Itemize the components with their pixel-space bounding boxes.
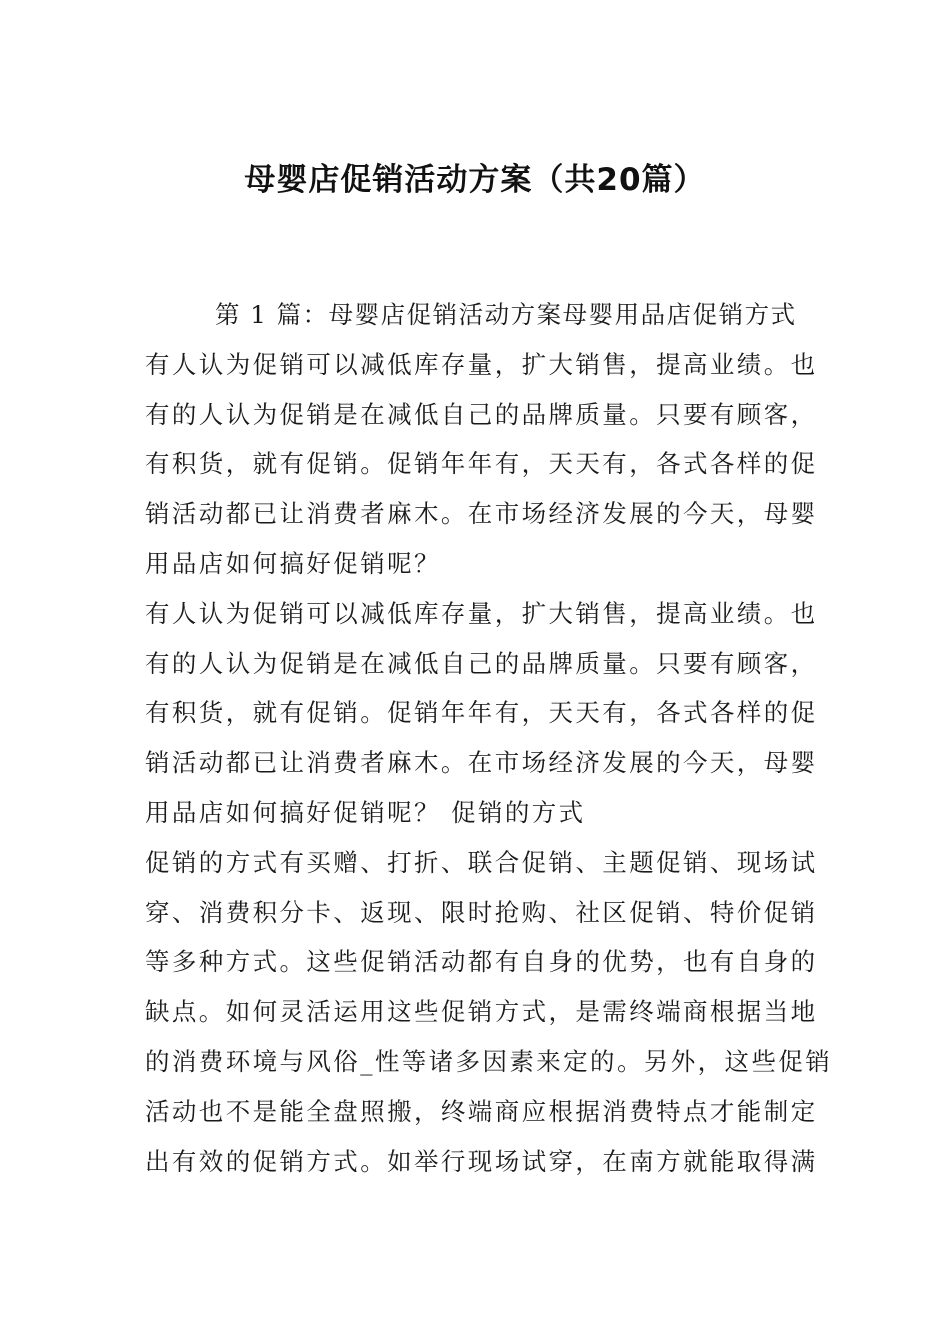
body-line: 穿、消费积分卡、返现、限时抢购、社区促销、特价促销 (145, 897, 818, 927)
chapter-heading: 第 1 篇：母婴店促销活动方案母婴用品店促销方式 (215, 300, 797, 329)
body-line: 有积货，就有促销。促销年年有，天天有，各式各样的促 (145, 698, 818, 728)
body-line: 有人认为促销可以减低库存量，扩大销售，提高业绩。也 (145, 349, 818, 379)
body-line: 促销的方式有买赠、打折、联合促销、主题促销、现场试 (145, 847, 818, 877)
body-line: 用品店如何搞好促销呢？ (145, 548, 441, 578)
body-line: 缺点。如何灵活运用这些促销方式，是需终端商根据当地 (145, 997, 818, 1027)
body-line: 有积货，就有促销。促销年年有，天天有，各式各样的促 (145, 449, 818, 479)
body-line: 有人认为促销可以减低库存量，扩大销售，提高业绩。也 (145, 598, 818, 628)
document-body (145, 290, 833, 1186)
body-line: 销活动都已让消费者麻木。在市场经济发展的今天，母婴 (145, 748, 818, 778)
body-line: 出有效的促销方式。如举行现场试穿，在南方就能取得满 (145, 1146, 818, 1176)
body-line: 销活动都已让消费者麻木。在市场经济发展的今天，母婴 (145, 499, 818, 529)
body-line: 有的人认为促销是在减低自己的品牌质量。只要有顾客， (145, 399, 818, 429)
body-line: 的消费环境与风俗_性等诸多因素来定的。另外，这些促销 (145, 1046, 833, 1076)
body-line: 等多种方式。这些促销活动都有自身的优势，也有自身的 (145, 947, 818, 977)
document-title: 母婴店促销活动方案（共20篇） (244, 162, 706, 198)
body-line: 活动也不是能全盘照搬，终端商应根据消费特点才能制定 (145, 1096, 818, 1126)
body-line: 用品店如何搞好促销呢？ 促销的方式 (145, 797, 586, 827)
body-line: 有的人认为促销是在减低自己的品牌质量。只要有顾客， (145, 648, 818, 678)
